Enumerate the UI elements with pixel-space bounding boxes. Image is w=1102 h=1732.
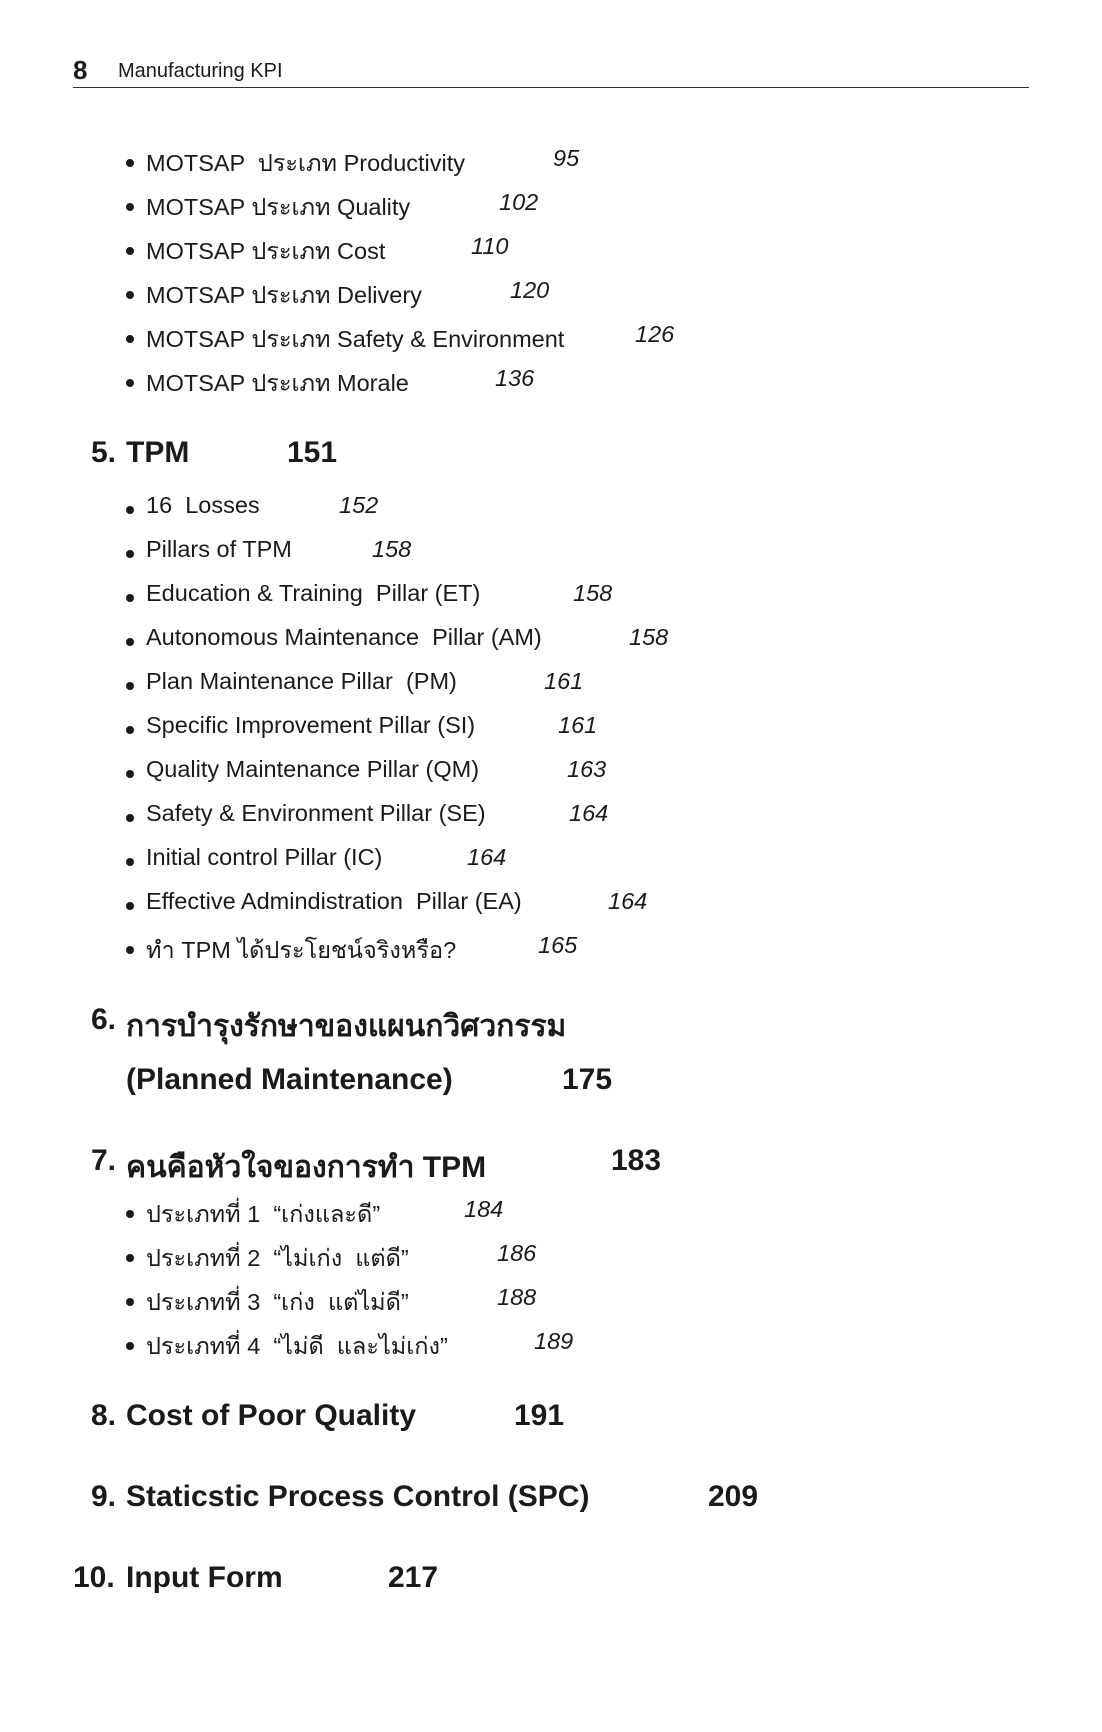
toc-item-page: 189: [534, 1328, 574, 1354]
section-title: (Planned Maintenance): [126, 1063, 453, 1096]
toc-item-label: MOTSAP ประเภท Cost: [146, 238, 386, 264]
section-title: Cost of Poor Quality: [126, 1399, 417, 1432]
bullet-icon: [126, 506, 134, 514]
toc-item: [0, 800, 1102, 840]
toc-item-page: 136: [495, 365, 535, 391]
section-title: Staticstic Process Control (SPC): [126, 1480, 590, 1513]
toc-item-page: 164: [467, 844, 507, 870]
section-number: 7.: [91, 1144, 117, 1177]
bullet-icon: [126, 902, 134, 910]
bullet-icon: [126, 946, 134, 954]
toc-item: [0, 668, 1102, 708]
bullet-icon: [126, 1210, 134, 1218]
toc-item-page: 165: [538, 932, 578, 958]
bullet-icon: [126, 1298, 134, 1306]
toc-item-label: MOTSAP ประเภท Delivery: [146, 282, 422, 308]
bullet-icon: [126, 159, 134, 167]
bullet-icon: [126, 858, 134, 866]
toc-item-page: 164: [569, 800, 609, 826]
toc-item: [0, 1284, 1102, 1324]
section-title: คนคือหัวใจของการทำ TPM: [126, 1151, 487, 1184]
toc-item: [0, 145, 1102, 185]
toc-item-label: Pillars of TPM: [146, 536, 292, 562]
section-page: 191: [514, 1399, 565, 1432]
page-header: [73, 55, 1029, 88]
toc-item-page: 186: [497, 1240, 537, 1266]
toc-item-label: ประเภทที่ 4 “ไม่ดี และไม่เก่ง”: [146, 1333, 448, 1359]
toc-item-label: ประเภทที่ 3 “เก่ง แต่ไม่ดี”: [146, 1289, 409, 1315]
toc-item-page: 152: [339, 492, 379, 518]
toc-item-page: 184: [464, 1196, 504, 1222]
running-title: Manufacturing KPI: [118, 60, 283, 82]
toc-item-label: Safety & Environment Pillar (SE): [146, 800, 486, 826]
section-number: 8.: [91, 1399, 117, 1432]
toc-item-label: ประเภทที่ 2 “ไม่เก่ง แต่ดี”: [146, 1245, 409, 1271]
toc-item: [0, 1328, 1102, 1368]
toc-item: [0, 624, 1102, 664]
bullet-icon: [126, 550, 134, 558]
toc-item-label: Plan Maintenance Pillar (PM): [146, 668, 457, 694]
section-number: 10.: [73, 1561, 115, 1594]
toc-item-label: MOTSAP ประเภท Safety & Environment: [146, 326, 565, 352]
toc-item-page: 102: [499, 189, 539, 215]
toc-item-label: ทำ TPM ได้ประโยชน์จริงหรือ?: [146, 937, 457, 963]
toc-item: [0, 712, 1102, 752]
section-page: 175: [562, 1063, 613, 1096]
bullet-icon: [126, 594, 134, 602]
bullet-icon: [126, 814, 134, 822]
toc-item-label: Quality Maintenance Pillar (QM): [146, 756, 480, 782]
toc-item-page: 158: [629, 624, 669, 650]
toc-item-label: MOTSAP ประเภท Quality: [146, 194, 411, 220]
toc-item: [0, 1240, 1102, 1280]
toc-item-page: 161: [544, 668, 584, 694]
toc-item: [0, 189, 1102, 229]
bullet-icon: [126, 1254, 134, 1262]
toc-item-page: 164: [608, 888, 648, 914]
toc-item: [0, 277, 1102, 317]
toc-item-page: 120: [510, 277, 550, 303]
toc-item-label: ประเภทที่ 1 “เก่งและดี”: [146, 1201, 381, 1227]
toc-item-page: 158: [372, 536, 412, 562]
toc-item: [0, 536, 1102, 576]
section-number: 9.: [91, 1480, 117, 1513]
bullet-icon: [126, 638, 134, 646]
bullet-icon: [126, 291, 134, 299]
toc-item-label: Initial control Pillar (IC): [146, 844, 383, 870]
section-page: 209: [708, 1480, 759, 1513]
toc-item: [0, 844, 1102, 884]
section-number: 6.: [91, 1003, 117, 1036]
bullet-icon: [126, 247, 134, 255]
bullet-icon: [126, 203, 134, 211]
section-page: 183: [611, 1144, 662, 1177]
bullet-icon: [126, 682, 134, 690]
toc-item-page: 95: [553, 145, 580, 171]
toc-item: [0, 888, 1102, 928]
toc-item: [0, 756, 1102, 796]
toc-item-label: Effective Admindistration Pillar (EA): [146, 888, 522, 914]
toc-item: [0, 365, 1102, 405]
toc-item: [0, 580, 1102, 620]
section-title: TPM: [126, 436, 190, 469]
bullet-icon: [126, 379, 134, 387]
toc-item: [0, 233, 1102, 273]
toc-item-label: Autonomous Maintenance Pillar (AM): [146, 624, 542, 650]
toc-item: [0, 492, 1102, 532]
toc-item: [0, 1196, 1102, 1236]
toc-item-page: 110: [471, 233, 509, 259]
toc-item-label: MOTSAP ประเภท Productivity: [146, 150, 466, 176]
section-title: Input Form: [126, 1561, 283, 1594]
section-title: การบำรุงรักษาของแผนกวิศวกรรม: [126, 1010, 567, 1043]
toc-item-page: 126: [635, 321, 675, 347]
bullet-icon: [126, 770, 134, 778]
toc-item-label: Specific Improvement Pillar (SI): [146, 712, 476, 738]
toc-item-label: 16 Losses: [146, 492, 260, 518]
toc-item-page: 188: [497, 1284, 537, 1310]
section-page: 151: [287, 436, 338, 469]
bullet-icon: [126, 335, 134, 343]
toc-item-label: Education & Training Pillar (ET): [146, 580, 481, 606]
page-number: 8: [73, 55, 88, 85]
toc-item-page: 158: [573, 580, 613, 606]
toc-item: [0, 321, 1102, 361]
section-page: 217: [388, 1561, 439, 1594]
toc-item-page: 163: [567, 756, 607, 782]
bullet-icon: [126, 726, 134, 734]
toc-item: [0, 932, 1102, 972]
toc-item-label: MOTSAP ประเภท Morale: [146, 370, 409, 396]
section-number: 5.: [91, 436, 117, 469]
bullet-icon: [126, 1342, 134, 1350]
toc-item-page: 161: [558, 712, 598, 738]
